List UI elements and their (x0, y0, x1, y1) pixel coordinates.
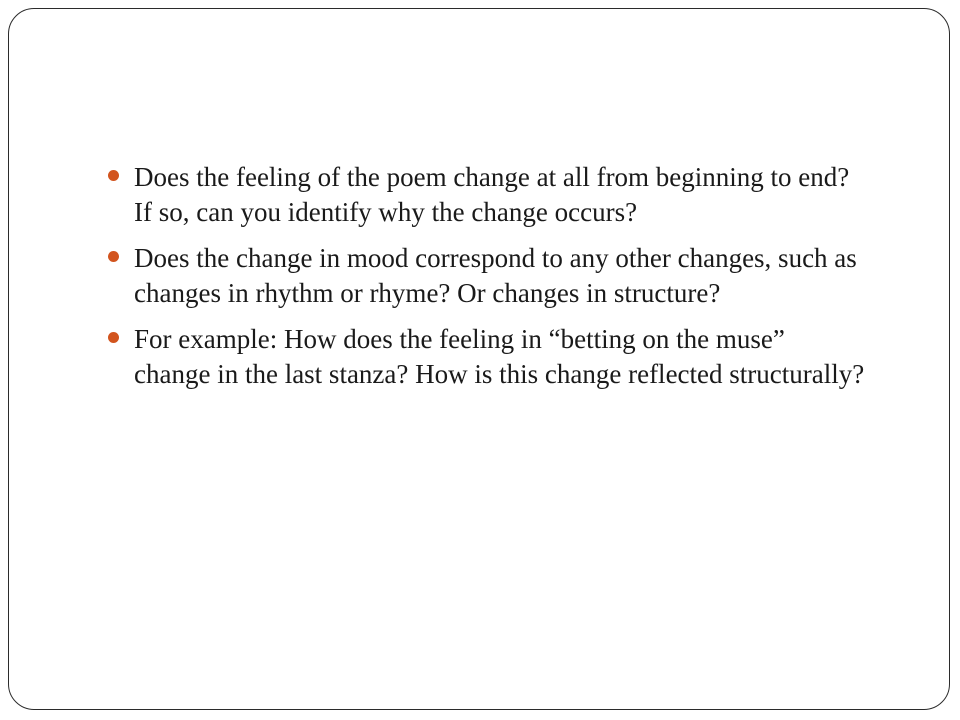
bullet-text: Does the change in mood correspond to any other changes, such as changes in rhythm or rhyme? Or changes in structure? (134, 243, 857, 308)
bullet-item-mood-change (108, 241, 868, 310)
bullet-text: Does the feeling of the poem change at all from beginning to end? If so, can you identify why the change occurs? (134, 162, 850, 227)
bullet-dot-icon (108, 170, 119, 181)
bullet-dot-icon (108, 332, 119, 343)
bullet-text: For example: How does the feeling in “betting on the muse” change in the last stanza? How is this change reflected structurally? (134, 324, 865, 389)
bullet-item-example (108, 322, 868, 391)
bullet-dot-icon (108, 251, 119, 262)
bullet-item-feeling-change (108, 160, 868, 229)
bullet-list (108, 160, 868, 403)
